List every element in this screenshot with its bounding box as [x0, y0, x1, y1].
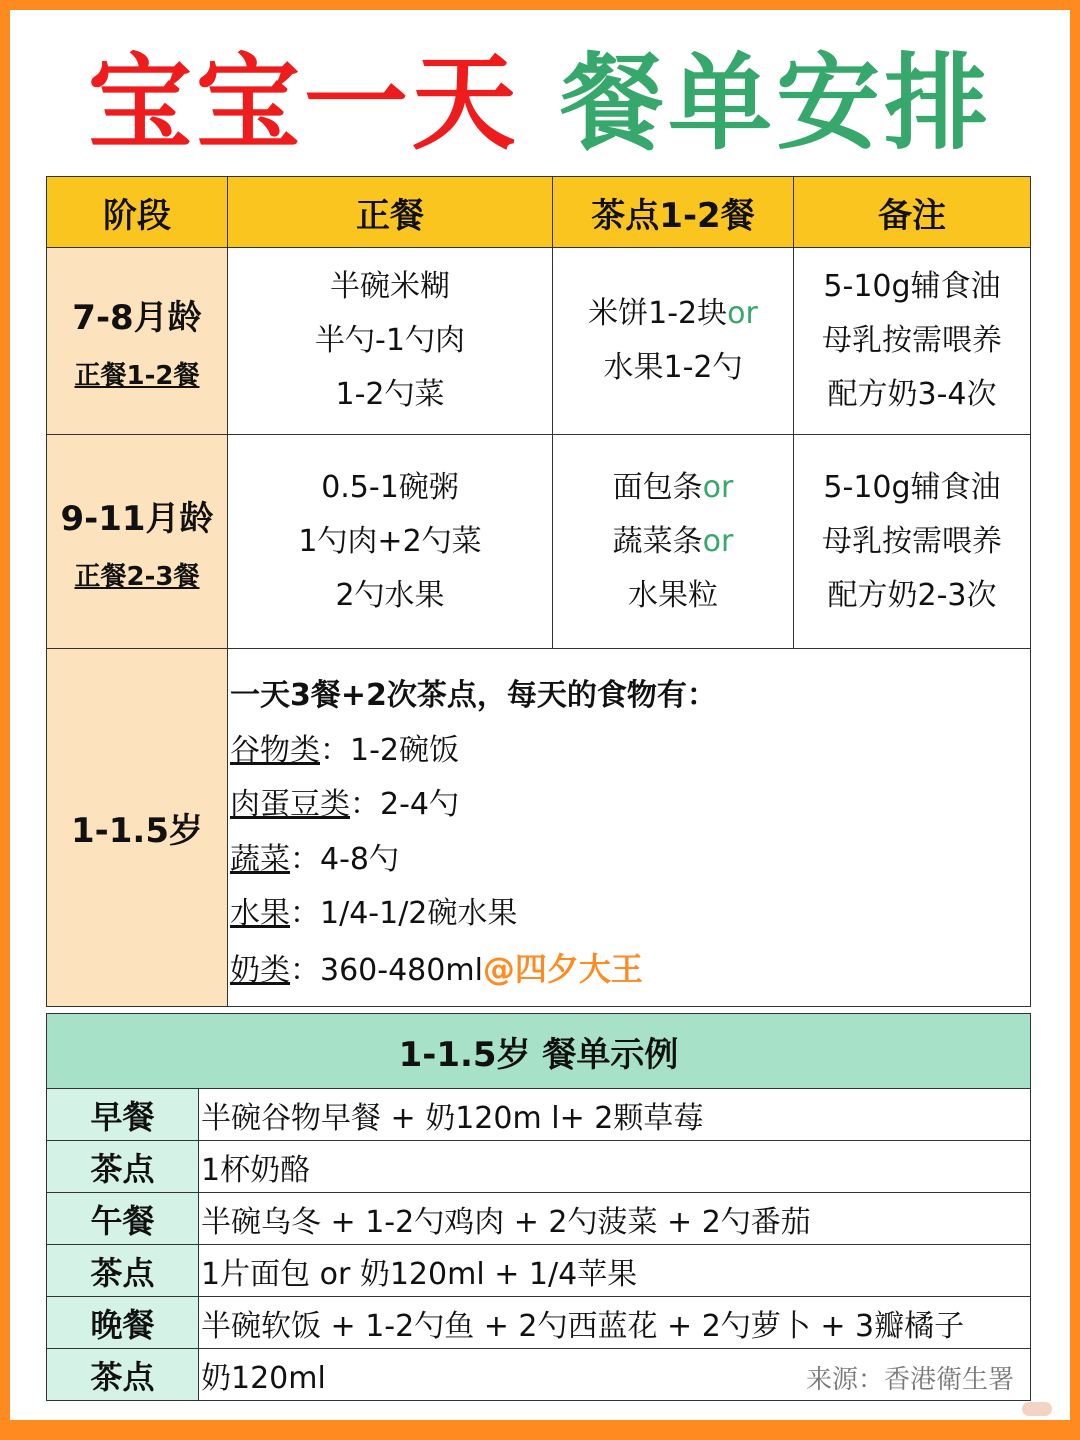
- source-note: 来源：香港衛生署: [805, 1365, 1014, 1395]
- table-row: [47, 1245, 1031, 1297]
- meal-desc: 半碗乌冬 + 1-2勺鸡肉 + 2勺菠菜 + 2勺番茄: [199, 1193, 1031, 1245]
- snack-text: 米饼1-2块: [588, 296, 728, 331]
- meal-name: 早餐: [47, 1089, 199, 1141]
- meal-name: 茶点: [47, 1141, 199, 1193]
- snack-cell: [553, 248, 794, 435]
- table-row: [47, 435, 1031, 649]
- food-value: ：4-8勺: [290, 841, 399, 877]
- food-value: ：2-4勺: [350, 787, 459, 822]
- meal-desc: 半碗谷物早餐 + 奶120m l+ 2颗草莓: [199, 1089, 1031, 1141]
- table-row: [47, 248, 1031, 435]
- food-label: 蔬菜: [230, 841, 290, 877]
- sample-menu-table: [46, 1013, 1031, 1401]
- note-cell: [794, 435, 1031, 649]
- title-part-green: 餐单安排: [560, 42, 993, 164]
- note-line: 配方奶2-3次: [827, 577, 997, 613]
- meal-name: 茶点: [47, 1349, 199, 1401]
- snack-line: 水果粒: [628, 577, 718, 613]
- meal-stage-table: [46, 176, 1031, 1007]
- or-text: or: [727, 296, 758, 331]
- meal-desc: 半碗软饭 + 1-2勺鱼 + 2勺西蓝花 + 2勺萝卜 + 3瓣橘子: [199, 1297, 1031, 1349]
- food-item: [230, 724, 1030, 779]
- note-line: 母乳按需喂养: [822, 523, 1002, 559]
- stage-cell: [47, 248, 228, 435]
- snack-line: [553, 515, 793, 569]
- note-cell: [794, 248, 1031, 435]
- stage-age: 7-8月龄: [72, 298, 202, 338]
- header-meal: 正餐: [228, 177, 553, 248]
- snack-cell: [553, 435, 794, 649]
- food-value: ：1-2碗饭: [320, 732, 459, 768]
- note-line: 5-10g辅食油: [823, 269, 1001, 304]
- note-line: 5-10g辅食油: [823, 469, 1001, 505]
- poster: [10, 10, 1070, 1420]
- food-item: [230, 887, 1030, 942]
- table-row: [47, 1193, 1031, 1245]
- meal-desc-last: [199, 1349, 1031, 1401]
- title-part-red: 宝宝一天: [87, 42, 520, 164]
- daily-food-heading: 一天3餐+2次茶点，每天的食物有：: [230, 678, 717, 713]
- food-value: ：1/4-1/2碗水果: [290, 896, 518, 931]
- author-watermark: @四夕大王: [482, 949, 643, 988]
- food-label: 奶类: [230, 952, 290, 988]
- food-label: 谷物类: [230, 732, 320, 768]
- stage-cell: [47, 649, 228, 1007]
- header-stage: 阶段: [47, 177, 228, 248]
- meal-cell: [228, 248, 553, 435]
- or-text: or: [702, 469, 734, 505]
- meal-desc: 奶120ml: [201, 1360, 326, 1396]
- note-line: 配方奶3-4次: [827, 377, 997, 412]
- food-item: [230, 833, 1030, 888]
- meal-name: 晚餐: [47, 1297, 199, 1349]
- meal-desc: 1杯奶酪: [199, 1141, 1031, 1193]
- meal-line: 0.5-1碗粥: [321, 469, 459, 505]
- table-row: [47, 1297, 1031, 1349]
- meal-name: 茶点: [47, 1245, 199, 1297]
- stage-sub: 正餐1-2餐: [74, 361, 200, 391]
- food-label: 水果: [230, 896, 290, 931]
- page-title: [10, 38, 1070, 168]
- corner-mark-icon: [1022, 1402, 1052, 1416]
- meal-desc: 1片面包 or 奶120ml + 1/4苹果: [199, 1245, 1031, 1297]
- stage-age: 9-11月龄: [60, 498, 214, 539]
- meal-line: 半勺-1勺肉: [315, 323, 465, 358]
- note-line: 母乳按需喂养: [822, 323, 1002, 358]
- meal-line: 半碗米糊: [330, 269, 450, 304]
- or-text: or: [702, 523, 734, 559]
- header-snack: 茶点1-2餐: [553, 177, 794, 248]
- table-row: [47, 1141, 1031, 1193]
- sample-menu-title: 1-1.5岁 餐单示例: [47, 1014, 1031, 1089]
- table-row: [47, 1089, 1031, 1141]
- header-note: 备注: [794, 177, 1031, 248]
- snack-text: 蔬菜条: [612, 523, 703, 559]
- food-item: [230, 778, 1030, 833]
- table-header-row: [47, 177, 1031, 248]
- table-row: [47, 649, 1031, 1007]
- stage-sub: 正餐2-3餐: [74, 561, 200, 592]
- meal-name: 午餐: [47, 1193, 199, 1245]
- stage-cell: [47, 435, 228, 649]
- daily-food-cell: [228, 649, 1031, 1007]
- snack-line: [553, 461, 793, 515]
- meal-line: 1勺肉+2勺菜: [298, 523, 482, 559]
- meal-cell: [228, 435, 553, 649]
- food-value: ：360-480ml: [290, 952, 483, 988]
- food-label: 肉蛋豆类: [230, 787, 350, 822]
- snack-line: 水果1-2勺: [603, 350, 743, 385]
- table-row: [47, 1349, 1031, 1401]
- snack-text: 面包条: [612, 469, 703, 505]
- stage-age: 1-1.5岁: [71, 811, 203, 851]
- food-item: [230, 942, 1030, 999]
- snack-line: [553, 287, 793, 341]
- meal-line: 1-2勺菜: [335, 377, 445, 412]
- meal-line: 2勺水果: [335, 577, 445, 613]
